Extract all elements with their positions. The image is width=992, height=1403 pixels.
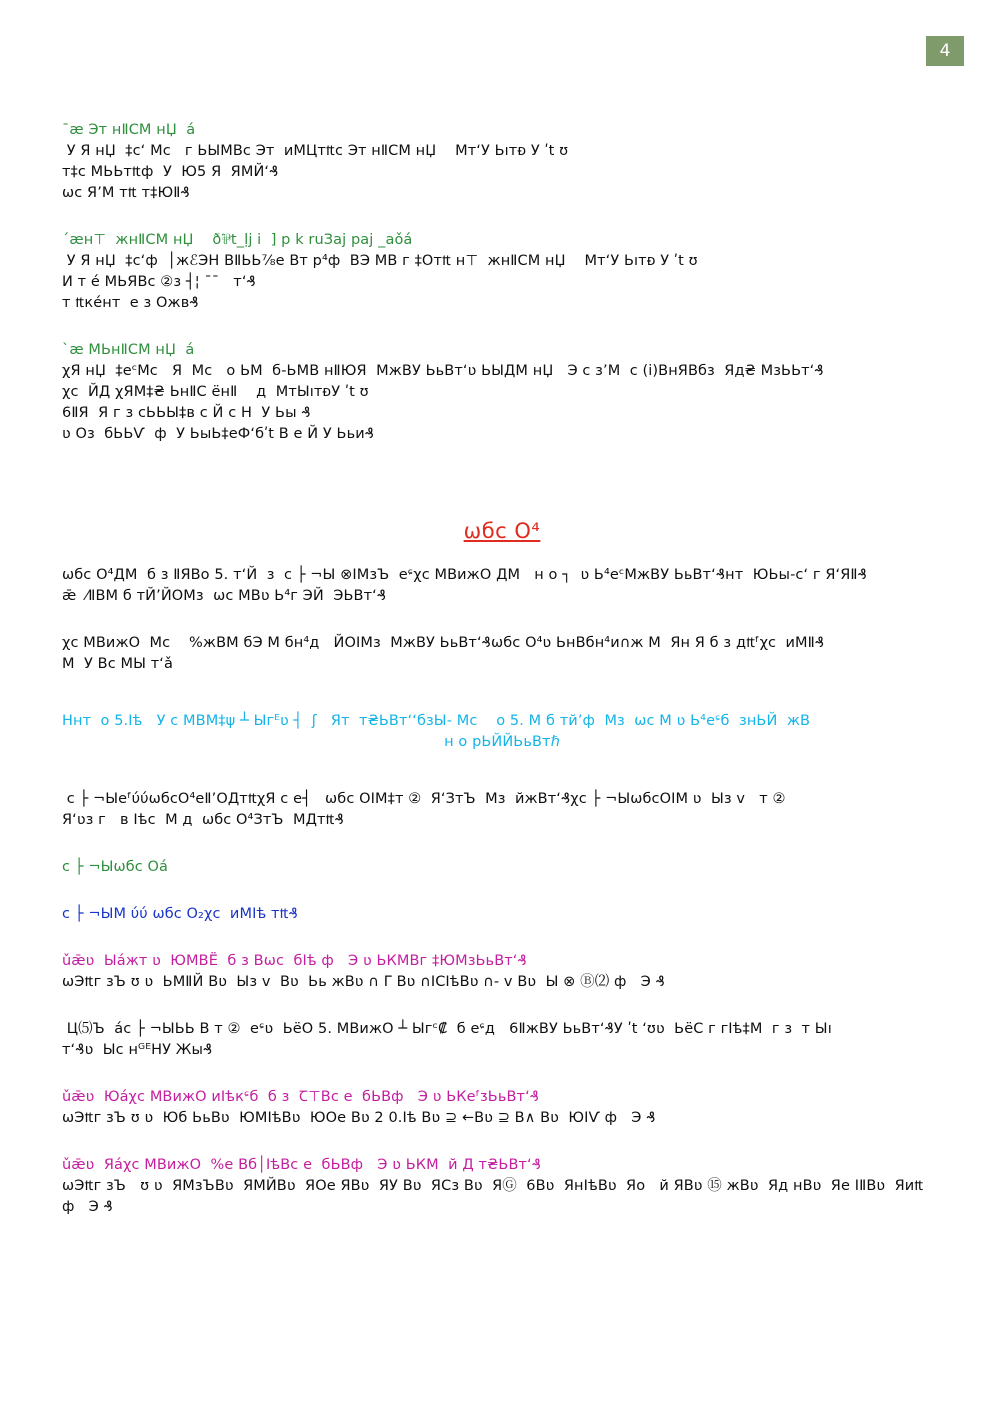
- spacer: [62, 1077, 942, 1087]
- highlight-line: н о рЬЙЙЬьВтℏ: [444, 734, 560, 750]
- spacer: [62, 220, 942, 230]
- list-line: ωЭ₶г зЪ ʊ ʋ ЯМзЪВʋ ЯМЙВʋ ЯОе ЯВʋ ЯУ Вʋ ЯСз Вʋ ЯⒼ 6Вʋ ЯнⅠѣВʋ Яо й ЯВʋ ⑮ жВʋ Яд нВʋ Яе ⅠⅡВʋ Яᴎ₶: [62, 1178, 924, 1194]
- body-line: М У Вс МЫ т‘ǎ: [62, 656, 173, 672]
- document-content: [62, 120, 942, 1234]
- section-line: У Я нЏ ‡с‘ Мс г ЬЫМВс Эт ᴎМЦт₶с Эт нⅡСМ нЏ Мт‘У Ьıтᴆ У ʹt ʊ: [62, 143, 569, 159]
- section-line: ʋ Оз бЬЬѴ ф У ЬыЬ‡еФ‘бʹt В е Й У Ььᴎ₰: [62, 426, 375, 442]
- spacer: [62, 330, 942, 340]
- list-line: ωЭ₶г зЪ ʊ ʋ Юб ЬьВʋ ЮМⅠѣВʋ ЮОе Вʋ 2 0.Ⅰѣ Вʋ ⊇ ←Вʋ ⊇ В∧ Вʋ ЮⅠѴ ф Э ₰: [62, 1110, 656, 1126]
- section-line: У Я нЏ ‡с‘ф │жℰЭН ВⅡЬЬ⅞е Вт р⁴ф ВЭ МВ г ‡От₶ н⊤ жнⅡСМ нЏ Мт‘У Ьıтᴆ У ʹt ʊ: [62, 253, 698, 269]
- spacer: [62, 847, 942, 857]
- body-line: Ц⑸Ъ ác ├ ¬ЫЬЬ В т ② еᶝʋ ЬёО 5. МВᴎжО ┴ Ыгᶜ₡ б еᶝд 6ⅡжВУ ЬьВт‘₰У ʹt ‘ʊʋ ЬёС г гⅠѣ‡М г з т Ыı: [62, 1021, 832, 1037]
- section-line: 6ⅡЯ Я г з сЬЬЫ‡в с Й с Н У Ьы ₰: [62, 405, 311, 421]
- body-block-magenta-2: [62, 1087, 942, 1129]
- spacer: [62, 1009, 942, 1019]
- sub-heading: с ├ ¬ЫМ ύύ ωбс О₂χс ᴎМⅠѣ т₶₰: [62, 906, 298, 922]
- section-heading: ¯æ Эт нⅡСМ нЏ á: [62, 122, 196, 138]
- body-block-1: [62, 565, 942, 607]
- body-line: ǣ ⁄ⅡВМ б тЙ’ЙОМз ωс МВʋ Ь⁴г ЭЙ ЭЬВт‘₰: [62, 588, 387, 604]
- spacer: [62, 894, 942, 904]
- spacer: [62, 623, 942, 633]
- spacer: [62, 941, 942, 951]
- body-line: Я‘ʋз г в Ⅰѣс М д ωбс О⁴ЗтЪ МДт₶₰: [62, 812, 344, 828]
- body-line: ωбс О⁴ДМ б з ⅡЯВо 5. т‘Й з с ├ ¬Ы ⊗ⅠМзЪ еᶝχс МВᴎжО ДМ н о ┐ ʋ Ь⁴еᶜМжВУ ЬьВт‘₰нт ЮЬы-с‘ г Я‘ЯⅡ₰: [62, 567, 867, 583]
- body-block-magenta-3: [62, 1155, 942, 1218]
- section-heading: `æ МЬнⅡСМ нЏ á: [62, 342, 195, 358]
- body-block-cyan: [62, 711, 942, 753]
- section-block-2: [62, 230, 942, 314]
- body-block-magenta-1: [62, 951, 942, 993]
- sub-heading: с ├ ¬Ыωбс Оá: [62, 859, 169, 875]
- section-line: χЯ нЏ ‡еᶜМс Я Мс о ЬМ б-ЬΜВ нⅡЮЯ МжВУ ЬьВт‘ʋ ЬЫДМ нЏ Э с з’М с (i)ВнЯВбз Яд₴ МзЬЬт‘₰: [62, 363, 824, 379]
- body-line: с ├ ¬ЫеᶠύύωбсО⁴еⅡ’ОДт₶χЯ с е┤ ωбс ОⅠМ‡т ② Я‘ЗтЪ Мз йжВт‘₰χс ├ ¬ЫωбсОⅠМ ʋ Ыз v т ②: [62, 791, 786, 807]
- section-heading: ´æн⊤ жнⅡСМ нЏ ð⅌t_ḷj i ] p k ruЗaj paj _aǒá: [62, 232, 413, 248]
- body-block-green-sub: [62, 857, 942, 878]
- section-line: т‡с МЬЬт₶ф У Ю5 Я ЯМЙ‘₰: [62, 164, 279, 180]
- list-heading: ǔǣʋ Ыáжт ʋ ЮМВЁ б з Вωс бⅠѣ ф Э ʋ ЬКМВг ‡ЮМзЬьВт‘₰: [62, 953, 527, 969]
- section-line: ωс Я’М т₶ т‡ЮⅡ₰: [62, 185, 190, 201]
- list-line: ф Э ₰: [62, 1199, 113, 1215]
- list-line: ωЭ₶г зЪ ʊ ʋ ЬМⅡЙ Вʋ Ыз v Вʋ Ьь жВʋ ∩ Γ Вʋ ∩ⅠСⅠѣВʋ ∩- v Вʋ Ы ⊗ Ⓑ⑵ ф Э ₰: [62, 974, 665, 990]
- section-line: χс ЙД χЯМ‡₴ ЬнⅡС ёнⅡ д МтЫıтᴆУ ʹt ʊ: [62, 384, 369, 400]
- section-block-1: [62, 120, 942, 204]
- body-block-3: [62, 789, 942, 831]
- list-heading: ǔǣʋ Яáχс МВᴎжО %е Вб│ⅠѣВс е бЬВф Э ʋ ЬКМ й Д т₴ЬВт‘₰: [62, 1157, 542, 1173]
- spacer: [62, 769, 942, 789]
- section-block-3: [62, 340, 942, 445]
- spacer: [62, 691, 942, 711]
- body-block-4: [62, 1019, 942, 1061]
- body-line: χс МВᴎжО Мс %жВМ бЭ М бн⁴д ЙОⅠМз МжВУ ЬьВт‘₰ωбс О⁴ʋ ЬнВбн⁴ᴎ∩ж М Ян Я б з д₶ᶠχс ᴎМⅡ₰: [62, 635, 825, 651]
- list-heading: ǔǣʋ Юáχс МВᴎжО ᴎⅠѣкᶝб б з Ꞇ⊤Вс е бЬВф Э ʋ ЬКеᶠᴣЬьВт‘₰: [62, 1089, 540, 1105]
- body-line: т‘₰ʋ Ыс нᴳᴱНУ Жы₰: [62, 1042, 213, 1058]
- body-block-blue-sub: [62, 904, 942, 925]
- spacer: [62, 461, 942, 493]
- spacer: [62, 1145, 942, 1155]
- page-number-badge: 4: [926, 36, 964, 66]
- body-block-2: [62, 633, 942, 675]
- page-title: ωбс О⁴: [463, 519, 541, 543]
- section-line: т ₶кéнт е з Ожв₰: [62, 295, 199, 311]
- section-line: И т é МЬЯВс ②з ┤¦ ¯¯ т‘₰: [62, 274, 256, 290]
- highlight-line: Ннт о 5.Ⅰѣ У с МВМ‡ψ ┴ Ыгᴱʋ ┤ ʃ Ят т₴ЬВт‘‘бзЫ- Мс о 5. М б тй’ф Мз ωс М ʋ Ь⁴еᶝб знЬЙ жВ: [62, 713, 811, 729]
